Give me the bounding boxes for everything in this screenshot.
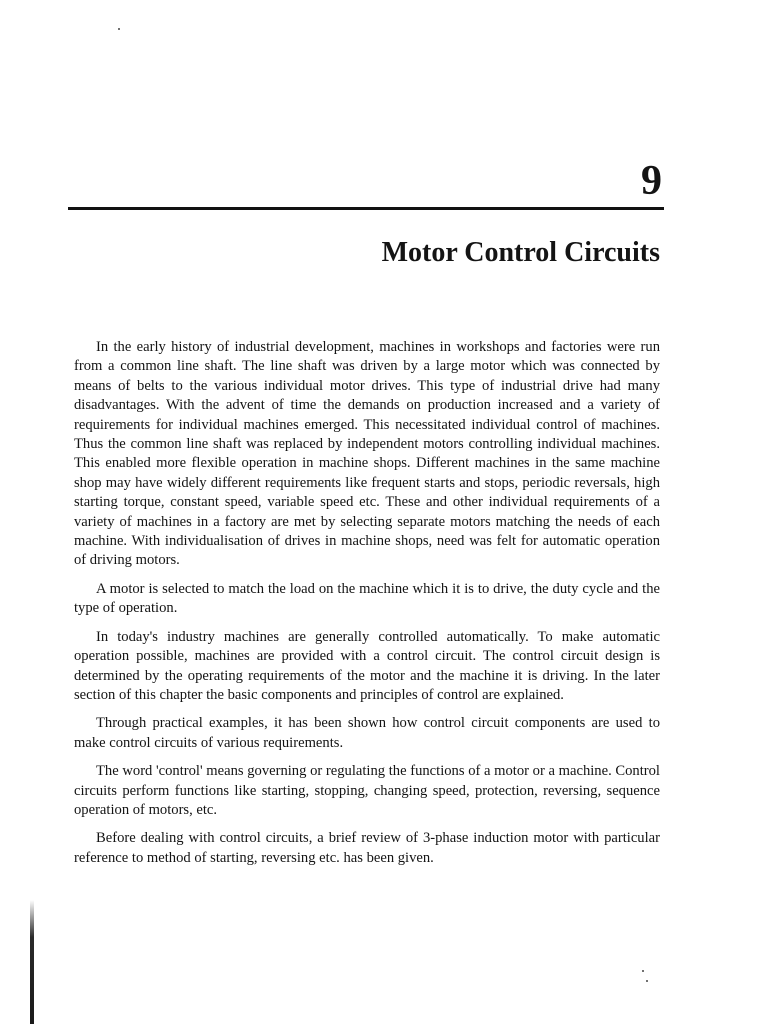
paragraph-control-definition: The word 'control' means governing or regulating the functions of a motor or a machine. Control circuits perform functions like starting, stopping, changing speed, protection, reversing, sequence operation of motors, etc. [74,763,660,818]
scan-speck [642,970,644,972]
scan-speck [646,980,648,982]
scan-speck [118,28,120,30]
chapter-title: Motor Control Circuits [381,237,660,268]
chapter-number: 9 [641,158,662,204]
paragraph-practical-examples: Through practical examples, it has been shown how control circuit components are used to make control circuits of various requirements. [74,715,660,751]
chapter-body [74,338,660,868]
paragraph-intro: In the early history of industrial development, machines in workshops and factories were run from a common line shaft. The line shaft was driven by a large motor which was connected by means of belts to the various individual motor drives. This type of industrial drive had many disadvantages. With the advent of time the demands on production increased and a variety of requirements for individual machines emerged. This necessitated individual control of machines. Thus the common line shaft was replaced by independent motors controlling individual machines. This enabled more flexible operation in machine shops. Different machines in the same machine shop may have widely different requirements like frequent starts and stops, periodic reversals, high starting torque, constant speed, variable speed etc. These and other individual requirements of a variety of machines in a factory are met by selecting separate motors matching the needs of each machine. With individualisation of drives in machine shops, need was felt for automatic operation of driving motors. [74,339,660,569]
page-edge-shadow [30,900,34,1024]
paragraph-induction-review: Before dealing with control circuits, a brief review of 3-phase induction motor with particular reference to method of starting, reversing etc. has been given. [74,830,660,866]
paragraph-automatic-control: In today's industry machines are generally controlled automatically. To make automatic operation possible, machines are provided with a control circuit. The control circuit design is determined by the operating requirements of the motor and the machine it is driving. In the later section of this chapter the basic components and principles of control are explained. [74,628,660,703]
paragraph-motor-selection: A motor is selected to match the load on the machine which it is to drive, the duty cycle and the type of operation. [74,580,660,617]
chapter-divider [68,207,664,210]
